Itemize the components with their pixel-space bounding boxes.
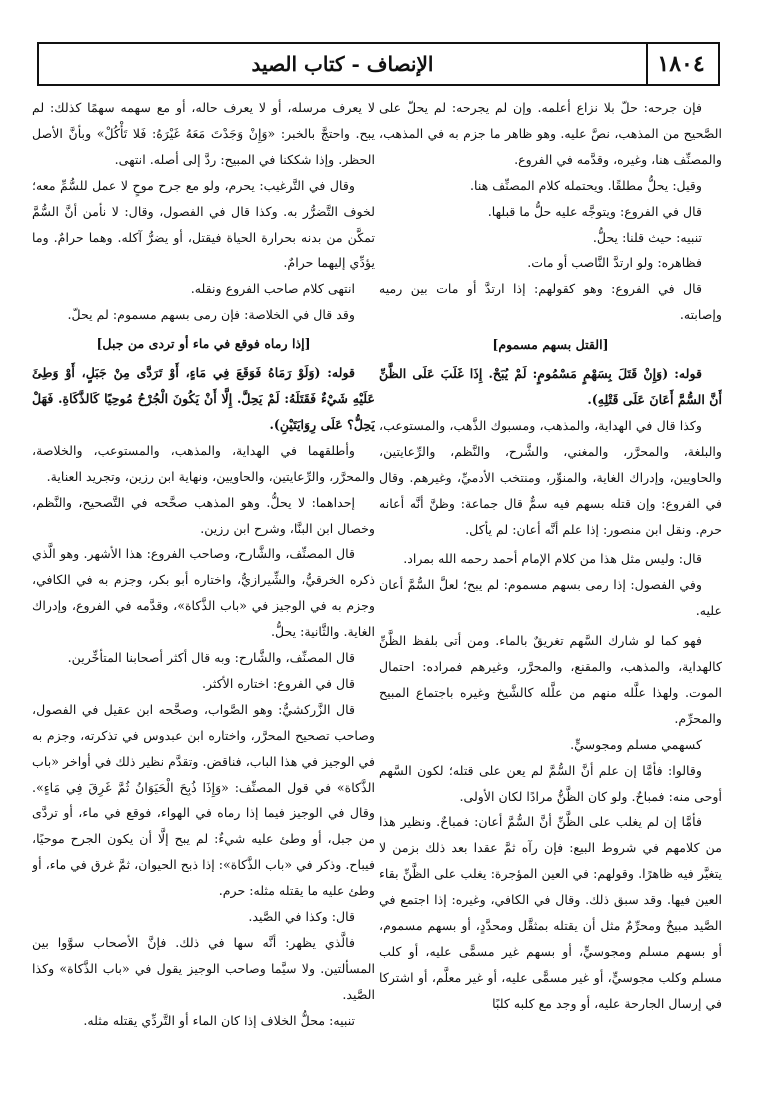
text-paragraph: فالَّذي يظهر: أنَّه سها في ذلك. فإنَّ الأصحاب سوَّوا بين المسألتين. ولا سيَّما وصاحب الوجيز يقول في «باب الذَّكاة» وكذا الصَّيد. [32, 935, 375, 1002]
text-paragraph: فهو كما لو شارك السَّهم تغريقٌ بالماء. ومن أتى بلفظ الظَّنِّ كالهداية، والمذهب، والمقنع، والمحرَّر، وغيرهم فمراده: احتمال الموت. ولهذا علَّله منهم من علَّله كالشَّيخ وغيره باجتماع المبيح والمحرِّم. [379, 633, 722, 726]
text-paragraph: وقيل: يحلُّ مطلقًا. ويحتمله كلام المصنِّف هنا. [469, 177, 702, 193]
text-paragraph: لا يعرف مرسله، أو لا يعرف حاله، أو مع سهمه سهمًا كذلك: لم يبح. واحتجَّ بالخبر: «وَإِنْ وَجَدْتَ مَعَهُ غَيْرَهُ: فَلا تَأْكُلْ» وبأنَّ الأصل الحظر. وإذا شككنا في المبيح: ردَّ إلى أصله. انتهى. [32, 100, 375, 167]
text-paragraph: قوله: (وَإِنْ قَتَلَ بِسَهْمٍ مَسْمُومٍ: لَمْ يُبَحْ. إِذَا غَلَبَ عَلَى الظَّنِّ أَنَّ السُّمَّ أَعَانَ عَلَى قَتْلِهِ). [379, 366, 722, 407]
section-heading: [إذا رماه فوقع في ماء أو تردى من جبل] [96, 336, 311, 352]
text-paragraph: قال المصنِّف، والشَّارح، وصاحب الفروع: هذا الأشهر. وهو الَّذي ذكره الخرقيُّ، والشِّيرازيُّ، واختاره أبو بكر، وجزم به في الكافي، وجزم به في الوجيز في «باب الذَّكاة»، وقدَّمه في الفروع، وإدراك الغاية. والثَّانية: يحلُّ. [32, 546, 375, 640]
text-paragraph: فإن جرحه: حلّ بلا نزاع أعلمه. وإن لم يجرحه: لم يحلّ على الصَّحيح من المذهب، نصَّ عليه. وهو ظاهر ما جزم به في المذهب، والمصنِّف هنا، وغيره، وقدَّمه في الفروع. [379, 100, 722, 167]
text-paragraph: إحداهما: لا يحلُّ. وهو المذهب صحَّحه في التَّصحيح، والنَّظم، وخصال ابن البنَّا، وشرح ابن رزين. [32, 494, 375, 536]
text-paragraph: قال المصنِّف، والشَّارح: وبه قال أكثر أصحابنا المتأخِّرين. [67, 650, 355, 666]
right-text-column [379, 95, 722, 1085]
text-paragraph: وفي الفصول: إذا رمى بسهم مسموم: لم يبح؛ لعلَّ السُّمَّ أعان عليه. [379, 577, 722, 619]
text-paragraph: انتهى كلام صاحب الفروع ونقله. [190, 281, 355, 297]
text-paragraph: كسهمي مسلم ومجوسيٍّ. [570, 736, 702, 752]
text-paragraph: تنبيه: محلُّ الخلاف إذا كان الماء أو التَّردِّي يقتله مثله. [83, 1012, 355, 1028]
text-paragraph: وأطلقهما في الهداية، والمذهب، والمستوعب، والخلاصة، والمحرَّر، والرِّعايتين، والحاويين، ونهاية ابن رزين، وتجريد العناية. [32, 442, 375, 484]
section-heading: [القتل بسهم مسموم] [492, 337, 609, 353]
text-paragraph: وقالوا: فأمَّا إن علم أنَّ السُّمَّ لم يعن على قتله؛ لكون السَّهم أوحى منه: فمباحٌ. ولو كان الظَّنُّ مرادًا لكان الأولى. [379, 762, 722, 804]
text-paragraph: قال في الفروع: وهو كقولهم: إذا ارتدَّ أو مات بين رميه وإصابته. [379, 281, 722, 323]
text-paragraph: فأمَّا إن لم يغلب على الظَّنِّ أنَّ السُّمَّ أعان: فمباحٌ. ونظير هذا من كلامهم في شروط البيع: فإن رآه ثمَّ عقدا بعد ذلك بزمن لا يتغيَّر فيه ظاهرًا. وقولهم: في العين المؤجرة: يغلب على الظَّنِّ بقاء العين فيها. وقد سبق ذلك. وقال في الكافي، وغيره: إذا اجتمع في الصَّيد مبيحٌ ومحرِّمٌ مثل أن يقتله بمثقَّل ومحدَّدٍ، أو بسهم مسموم، أو بسهم مسلم ومجوسيٍّ، أو بسهم غير مسمًّى عليه، أو كلب مسلم وكلب مجوسيٍّ، أو غير مسمًّى عليه، أو غير معلَّم، أو اشتركا في إرسال الجارحة عليه، أو وجد مع كلبه كلبًا [379, 814, 722, 1011]
text-paragraph: قال في الفروع: ويتوجَّه عليه حلُّ ما قبلها. [487, 203, 702, 219]
running-title: الإنصاف - كتاب الصيد [251, 52, 434, 76]
text-paragraph: قال: وكذا في الصَّيد. [248, 909, 355, 925]
page-number: ١٨٠٤ [657, 51, 705, 77]
left-text-column [32, 95, 375, 1085]
text-paragraph: قوله: (وَلَوْ رَمَاهُ فَوَقَعَ فِي مَاءٍ، أَوْ تَرَدَّى مِنْ جَبَلٍ، أَوْ وَطِئَ عَلَيْهِ شَيْءٌ فَقَتَلَهُ: لَمْ يَحِلَّ. إِلَّا أَنْ يَكُونَ الْجُرْحُ مُوحِيًا كَالذَّكَاةِ. فَهَلْ يَحِلُّ؟ عَلَى رِوَايَتَيْنِ). [32, 365, 375, 432]
text-paragraph: وقال في التَّرغيب: يحرم، ولو مع جرح موحٍ لا عمل للسُّمِّ معه؛ لخوف التَّضرُّر به. وكذا قال في الفصول، وقال: لا نأمن أنَّ السُّمَّ تمكَّن من بدنه بحرارة الحياة فيقتل، أو يضرُّ آكله. وهما حرامٌ. وما يؤدِّي إليهما حرامٌ. [32, 177, 375, 271]
text-paragraph: قال: وليس مثل هذا من كلام الإمام أحمد رحمه الله بمراد. [403, 551, 702, 567]
text-paragraph: قال في الفروع: اختاره الأكثر. [201, 675, 355, 691]
text-paragraph: وقد قال في الخلاصة: فإن رمى بسهم مسموم: لم يحلّ. [67, 307, 355, 323]
header-divider [646, 44, 648, 84]
text-paragraph: تنبيه: حيث قلنا: يحلُّ. [592, 229, 702, 245]
page-header [37, 42, 720, 86]
text-paragraph: فظاهره: ولو ارتدَّ النَّاصب أو مات. [527, 255, 702, 271]
text-paragraph: قال الزَّركشيُّ: وهو الصَّواب، وصحَّحه ابن عقيل في الفصول، وصاحب تصحيح المحرَّر، واختاره ابن عبدوس في تذكرته، وجزم به في الوجيز في هذا الباب، فناقض. وتقدَّم نظير ذلك في أواخر «باب الذَّكاة» في قول المصنِّف: «وَإِذَا ذُبِحَ الْحَيَوَانُ ثُمَّ غَرِقَ فِي مَاءٍ». وقال في الوجيز فيما إذا رماه في الهواء، فوقع في ماء، أو تردَّى من جبل، أو وطئ عليه شيءٌ: لم يبح إلَّا أن يكون الجرح موحيًا، فيباح. وذكر في «باب الذَّكاة»: إذا ذبح الحيوان، ثمَّ غرق في ماء، أو وطئ عليه ما يقتله مثله: حرم. [32, 701, 375, 899]
text-paragraph: وكذا قال في الهداية، والمذهب، ومسبوك الذَّهب، والمستوعب، والبلغة، والمحرَّر، والمغني، والشَّرح، والنَّظم، والرِّعايتين، والحاويين، وإدراك الغاية، والمنوِّر، ومنتخب الأدميِّ، وغيرهم. وقال في الفروع: وإن قتله بسهم فيه سمٌّ قال جماعة: وظنَّ أنَّه أعانه حرم. ونقل ابن منصور: إذا علم أنَّه أعان: لم يأكل. [379, 417, 722, 537]
